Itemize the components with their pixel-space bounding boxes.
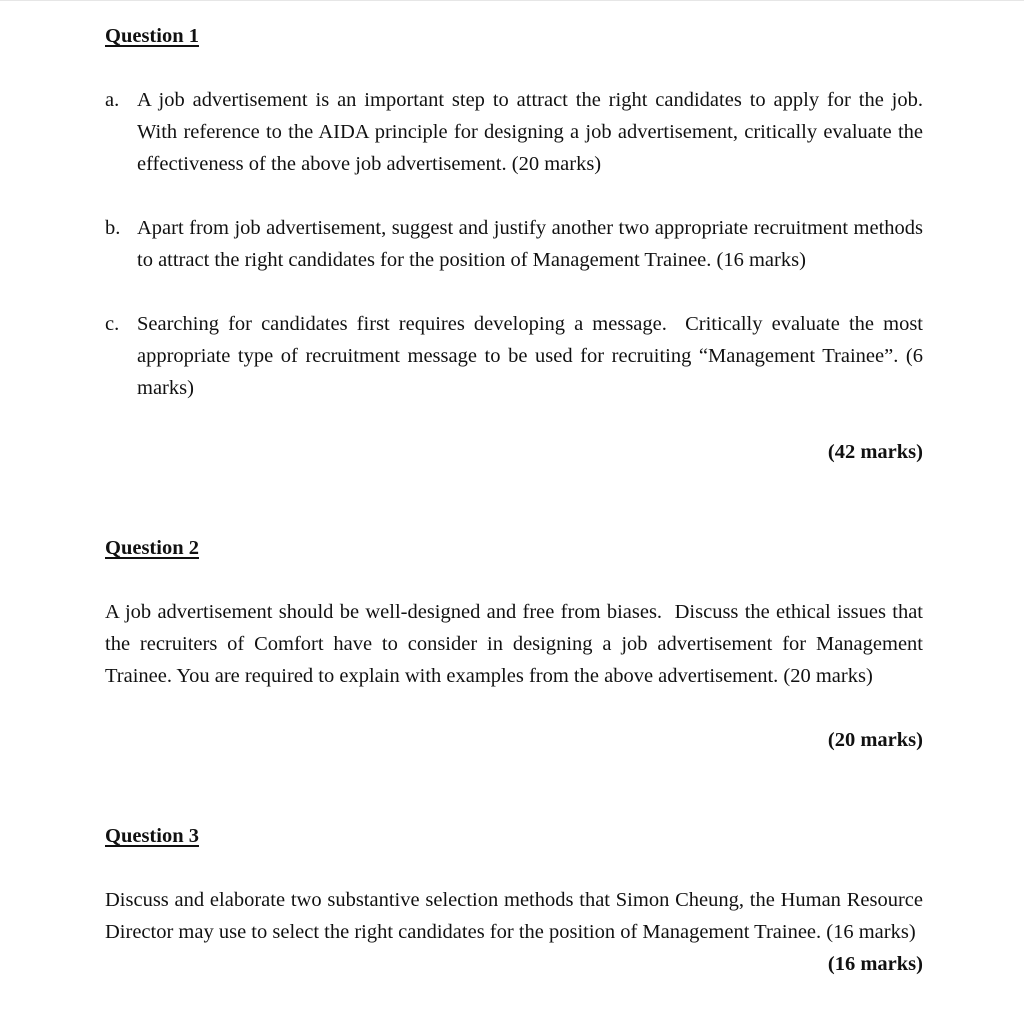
question-2-heading: Question 2	[105, 537, 199, 559]
question-3-heading: Question 3	[105, 825, 199, 847]
question-1a-letter: a.	[105, 89, 120, 111]
question-2-section	[105, 532, 923, 756]
question-1-total-marks: (42 marks)	[827, 441, 923, 463]
question-2-text: A job advertisement should be well-designed and free from biases. Discuss the ethical issues that the recruiters of Comfort have to consider in designing a job advertisement for Management Trainee. You are required to explain with examples from the above advertisement. (20 marks)	[105, 601, 923, 687]
question-3-section	[105, 820, 923, 980]
question-1a-text: A job advertisement is an important step to attract the right candidates to apply for the job. With reference to the AIDA principle for designing a job advertisement, critically evaluate the effectiveness of the above job advertisement. (20 marks)	[137, 89, 923, 175]
question-1c	[105, 308, 923, 404]
question-3-total-marks: (16 marks)	[827, 953, 923, 975]
question-1b	[105, 212, 923, 276]
page-top-rule	[0, 0, 1024, 1]
question-1b-letter: b.	[105, 217, 121, 239]
question-1a	[105, 84, 923, 180]
question-2-total-marks: (20 marks)	[827, 729, 923, 751]
question-1-section	[105, 20, 923, 468]
question-3-text: Discuss and elaborate two substantive selection methods that Simon Cheung, the Human Resource Director may use to select the right candidates for the position of Management Trainee. (16 marks)	[105, 889, 923, 943]
question-1c-text: Searching for candidates first requires developing a message. Critically evaluate the most appropriate type of recruitment message to be used for recruiting “Management Trainee”. (6 marks)	[137, 313, 923, 399]
question-1b-text: Apart from job advertisement, suggest and justify another two appropriate recruitment methods to attract the right candidates for the position of Management Trainee. (16 marks)	[137, 217, 923, 271]
document-page	[105, 20, 923, 980]
question-1-heading: Question 1	[105, 25, 199, 47]
question-1c-letter: c.	[105, 313, 120, 335]
